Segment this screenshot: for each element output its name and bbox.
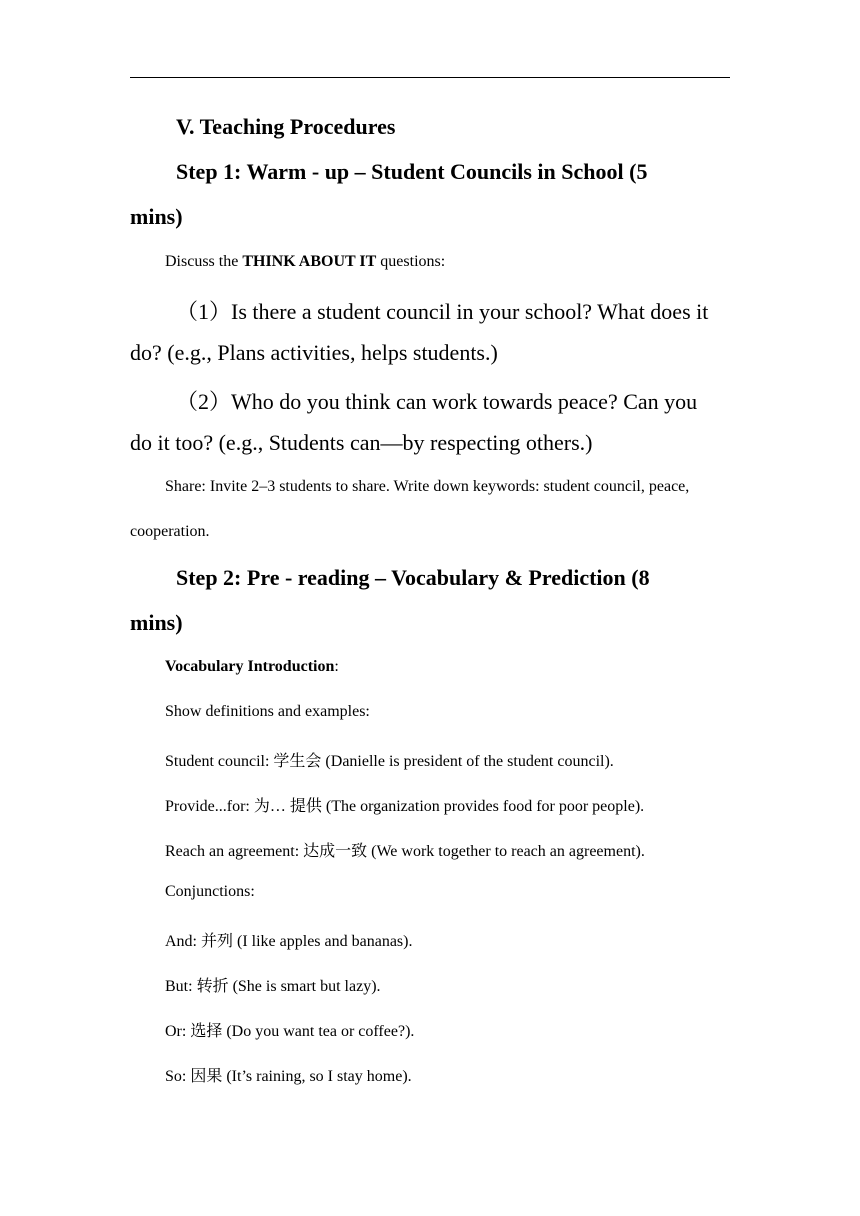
question2-line2: do it too? (e.g., Students can—by respecting others.) [130, 430, 593, 455]
show-definitions: Show definitions and examples: [165, 703, 370, 720]
discuss-suffix: questions: [376, 253, 446, 270]
vocab-item-reach-agreement: Reach an agreement: 达成一致 (We work together to reach an agreement). [165, 843, 645, 860]
vocab-item-student-council: Student council: 学生会 (Danielle is president of the student council). [165, 753, 614, 770]
step1-heading-line2: mins) [130, 204, 183, 229]
think-about-it: THINK ABOUT IT [242, 253, 377, 270]
vocab-intro-label: Vocabulary Introduction [165, 658, 335, 675]
vocab-item-or: Or: 选择 (Do you want tea or coffee?). [165, 1023, 415, 1040]
vocab-intro [165, 658, 339, 676]
vocab-item-and: And: 并列 (I like apples and bananas). [165, 933, 413, 950]
step2-heading-line2: mins) [130, 610, 183, 635]
vocab-item-but: But: 转折 (She is smart but lazy). [165, 978, 381, 995]
share-line2: cooperation. [130, 523, 210, 540]
step2-heading-line1: Step 2: Pre - reading – Vocabulary & Prediction (8 [176, 565, 650, 590]
vocab-intro-colon: : [334, 658, 339, 675]
share-line1: Share: Invite 2–3 students to share. Write down keywords: student council, peace, [165, 478, 690, 495]
vocab-item-conjunctions: Conjunctions: [165, 883, 255, 900]
header-rule [130, 77, 730, 78]
question2-line1: （2）Who do you think can work towards peace? Can you [176, 389, 698, 414]
step1-heading-line1: Step 1: Warm - up – Student Councils in School (5 [176, 159, 648, 184]
section-heading: V. Teaching Procedures [176, 114, 396, 139]
question1-line2: do? (e.g., Plans activities, helps students.) [130, 340, 498, 365]
vocab-item-so: So: 因果 (It’s raining, so I stay home). [165, 1068, 412, 1085]
discuss-prefix: Discuss the [165, 253, 243, 270]
question1-line1: （1）Is there a student council in your school? What does it [176, 299, 709, 324]
vocab-item-provide-for: Provide...for: 为… 提供 (The organization provides food for poor people). [165, 798, 645, 815]
discuss-line [165, 253, 445, 271]
